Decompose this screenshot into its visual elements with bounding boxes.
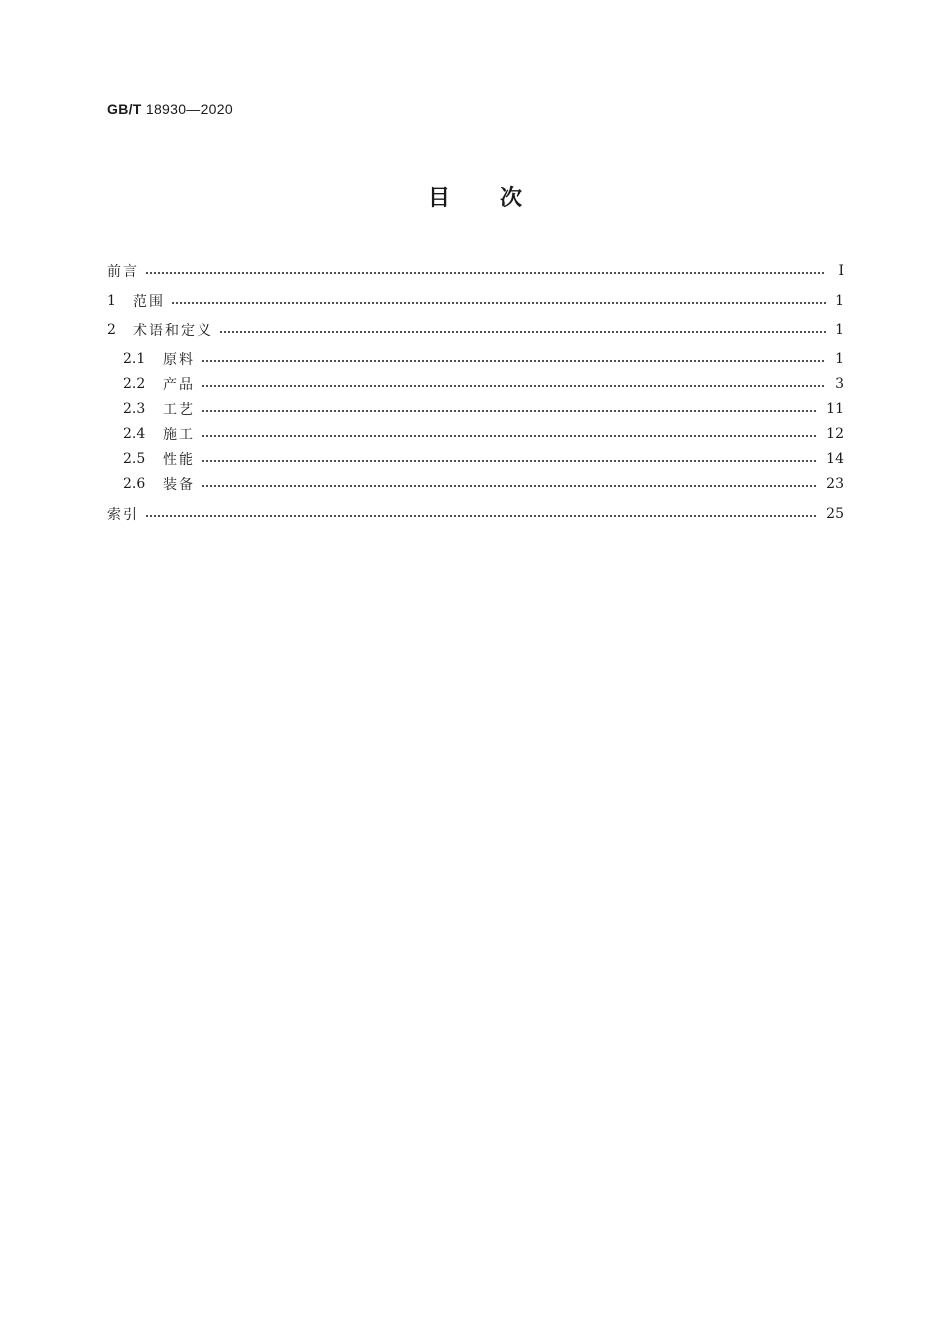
toc-number: 2.5 [123,451,146,467]
toc-number: 2.4 [123,426,146,442]
toc-page-number: 3 [835,376,844,392]
toc-label: 施工 [163,427,195,443]
toc-number: 2 [107,322,116,338]
toc-entry-terms[interactable] [107,320,844,340]
toc-leader-dots [201,360,826,362]
toc-entry-construction[interactable] [123,424,844,444]
toc-leader-dots [201,485,818,487]
toc-page-number: 11 [826,401,844,417]
page-title [0,181,950,212]
standard-number: 18930—2020 [145,101,233,117]
toc-label: 前言 [107,264,139,280]
toc-leader-dots [219,331,826,333]
toc-label: 术语和定义 [133,323,213,339]
toc-number: 2.6 [123,476,146,492]
toc-label: 索引 [107,507,139,523]
document-header [107,101,233,117]
toc-leader-dots [145,272,826,274]
toc-label: 原料 [163,352,195,368]
toc-entry-process[interactable] [123,399,844,419]
title-char-1: 目 [427,186,450,211]
toc-label: 范围 [133,294,165,310]
toc-label: 工艺 [163,402,195,418]
toc-label: 装备 [163,477,195,493]
toc-leader-dots [201,460,818,462]
toc-entry-scope[interactable] [107,291,844,311]
toc-number: 2.1 [123,351,146,367]
toc-entry-equipment[interactable] [123,474,844,494]
toc-page-number: Ⅰ [838,263,844,279]
toc-page-number: 12 [826,426,844,442]
toc-entry-performance[interactable] [123,449,844,469]
toc-entry-foreword[interactable] [107,261,844,281]
toc-leader-dots [145,515,818,517]
toc-label: 性能 [163,452,195,468]
title-char-2: 次 [500,186,523,211]
toc-number: 1 [107,293,116,309]
toc-page-number: 23 [826,476,844,492]
toc-page-number: 25 [826,506,844,522]
toc-number: 2.3 [123,401,146,417]
toc-leader-dots [201,410,818,412]
toc-entry-raw-materials[interactable] [123,349,844,369]
toc-number: 2.2 [123,376,146,392]
toc-label: 产品 [163,377,195,393]
toc-leader-dots [171,302,826,304]
toc-entry-index[interactable] [107,504,844,524]
toc-page-number: 1 [835,322,844,338]
toc-entry-products[interactable] [123,374,844,394]
toc-page-number: 1 [835,351,844,367]
toc-page-number: 14 [826,451,844,467]
toc-page-number: 1 [835,293,844,309]
toc-leader-dots [201,435,818,437]
standard-code: GB/T [107,101,142,117]
toc-leader-dots [201,385,826,387]
